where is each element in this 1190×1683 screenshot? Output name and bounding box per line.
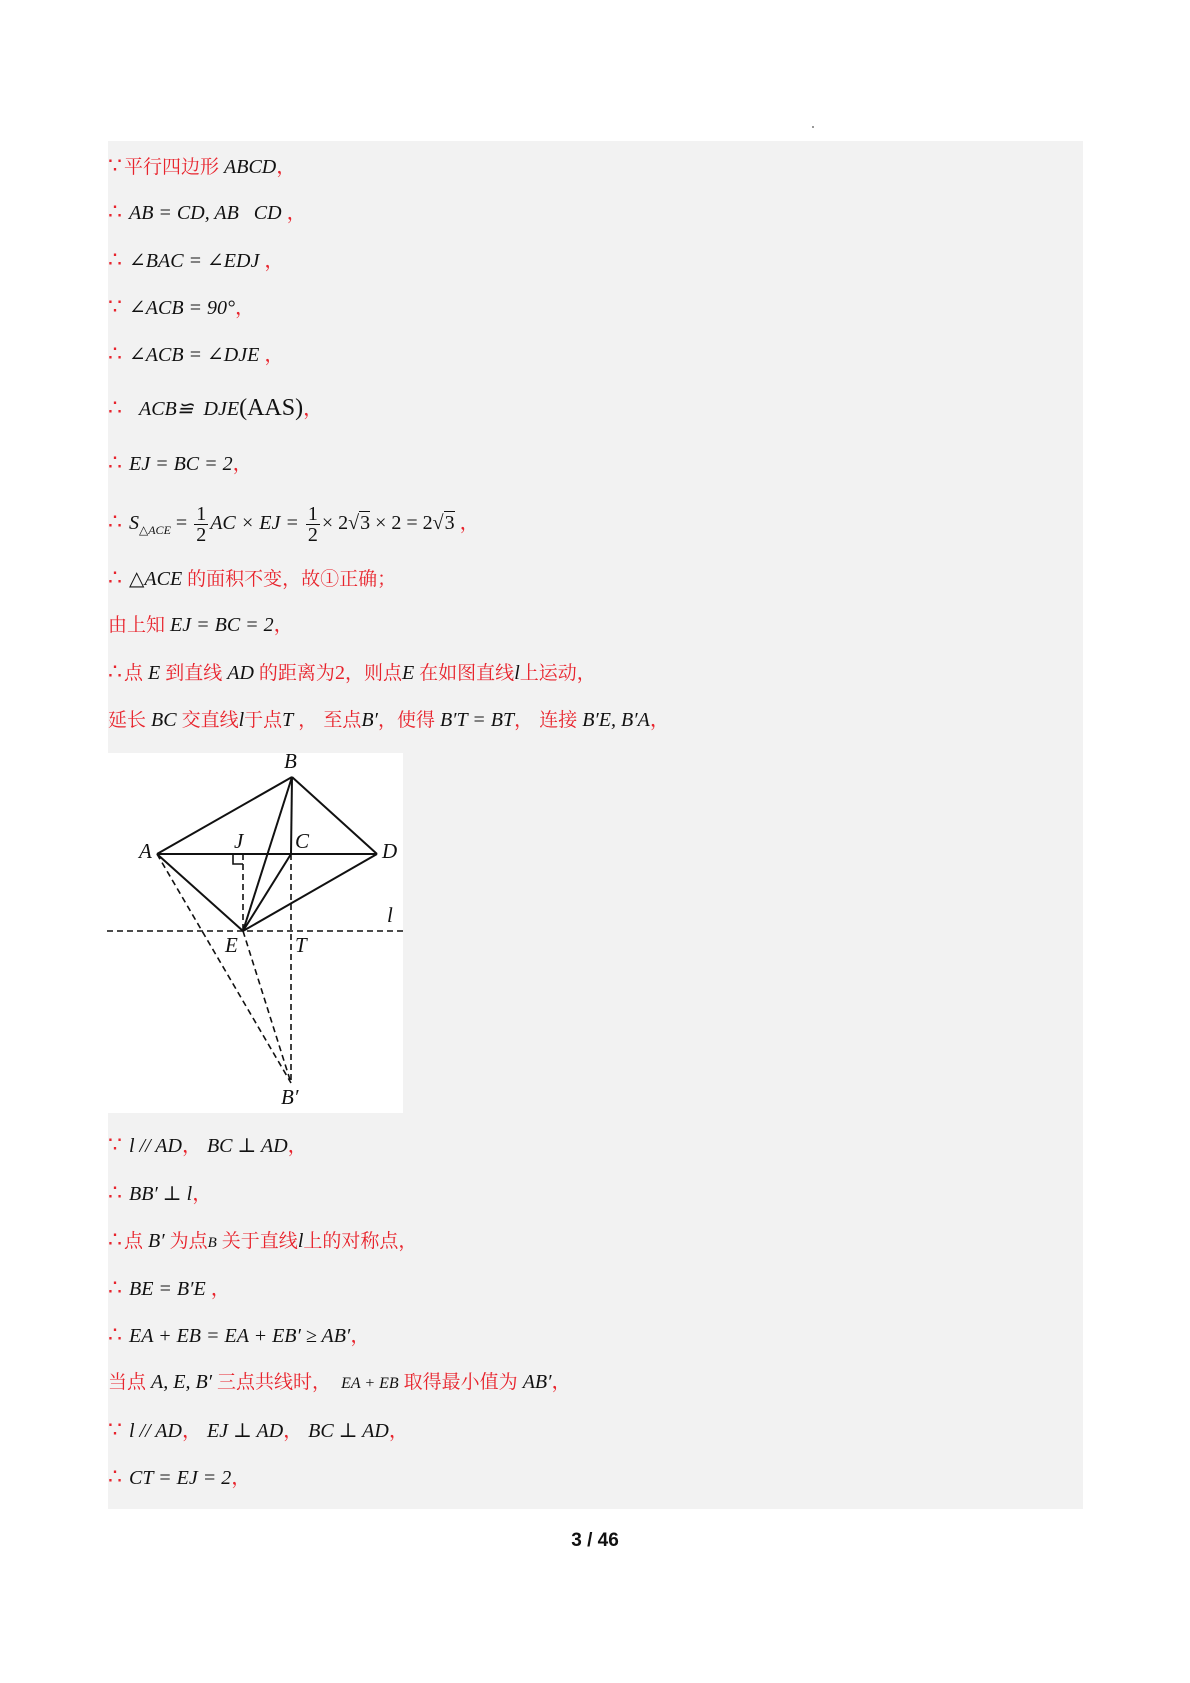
math: l xyxy=(238,709,245,731)
stray-mark xyxy=(812,126,814,128)
text: 由上知 xyxy=(108,614,166,636)
punct: ， xyxy=(286,202,307,224)
therefore-symbol: ∴ xyxy=(108,199,122,224)
punct: ， xyxy=(551,1371,572,1393)
math: B xyxy=(207,1235,217,1251)
solution-line-6 xyxy=(108,392,323,424)
math: BC xyxy=(151,709,177,731)
punct: ， xyxy=(210,1278,231,1300)
punct: ， xyxy=(649,709,670,731)
solution-line-12 xyxy=(108,704,670,736)
punct: ， xyxy=(232,453,253,475)
punct: ， xyxy=(303,398,324,420)
because-symbol: ∵ xyxy=(108,1132,122,1157)
text: 交直线 xyxy=(181,709,239,731)
math: CD xyxy=(253,202,282,224)
math: EJ ⊥ AD xyxy=(206,1420,284,1442)
therefore-symbol: ∴ xyxy=(108,1464,122,1489)
text: 延长 xyxy=(108,709,147,731)
denominator: 2 xyxy=(307,523,318,546)
text: 在如图直线 xyxy=(419,662,515,684)
text: ， 连接 xyxy=(514,709,578,731)
label-T: T xyxy=(295,933,307,957)
punct: ， xyxy=(287,1135,308,1157)
math: A, E, B′ xyxy=(151,1371,213,1393)
math: EJ = BC = 2 xyxy=(170,614,274,636)
punct: ， xyxy=(181,1135,202,1157)
solution-line-1 xyxy=(108,150,296,182)
math: AD xyxy=(227,662,254,684)
math: ABCD xyxy=(224,156,277,178)
punct: ， xyxy=(350,1325,371,1347)
text: 当点 xyxy=(108,1371,147,1393)
math: = xyxy=(170,512,193,534)
therefore-symbol: ∴ xyxy=(108,1227,122,1252)
math: E xyxy=(148,662,161,684)
punct: ， xyxy=(192,1183,213,1205)
math: ∠ACB = 90° xyxy=(129,297,236,319)
label-B-prime: B′ xyxy=(281,1085,299,1109)
sqrt-sign: √ xyxy=(348,512,360,534)
math: B′T = BT xyxy=(439,709,515,731)
math: B′ xyxy=(148,1230,165,1252)
therefore-symbol: ∴ xyxy=(108,1322,122,1347)
therefore-symbol: ∴ xyxy=(108,565,122,590)
numerator: 1 xyxy=(307,502,318,525)
text: 于点 xyxy=(244,709,283,731)
page-number: 3 / 46 xyxy=(571,1530,619,1551)
math: 3 xyxy=(360,512,371,534)
math-subscript: △ACE xyxy=(139,523,171,537)
punct: ， xyxy=(264,344,285,366)
text: 的面积不变，故①正确； xyxy=(187,568,397,590)
number: 2 xyxy=(334,662,345,684)
text: 关于直线 xyxy=(221,1230,298,1252)
math: 3 xyxy=(444,512,455,534)
because-symbol: ∵ xyxy=(108,1417,122,1442)
text: 的距离为 xyxy=(258,662,335,684)
punct: ， xyxy=(283,1420,304,1442)
math: AC × EJ = xyxy=(210,512,304,534)
punct: ， xyxy=(273,614,294,636)
label-D: D xyxy=(382,839,398,863)
math: BC ⊥ AD xyxy=(308,1420,389,1442)
math: AB′ xyxy=(522,1371,552,1393)
text: 取得最小值为 xyxy=(403,1371,518,1393)
therefore-symbol: ∴ xyxy=(108,509,122,534)
solution-line-19 xyxy=(108,1414,409,1446)
math: (AAS) xyxy=(239,395,304,421)
math: DJE xyxy=(203,398,240,420)
solution-line-11 xyxy=(108,656,596,688)
text: 点 xyxy=(124,662,144,684)
math: S xyxy=(129,512,139,534)
solution-line-3 xyxy=(108,244,284,276)
text: 上的对称点， xyxy=(303,1230,418,1252)
text: 上运动， xyxy=(519,662,596,684)
therefore-symbol: ∴ xyxy=(108,659,122,684)
punct: ， xyxy=(231,1467,252,1489)
math: B′E, B′A xyxy=(582,709,650,731)
math: BC ⊥ AD xyxy=(206,1135,288,1157)
math: CT = EJ = 2 xyxy=(129,1467,232,1489)
math: B′ xyxy=(361,709,378,731)
solution-line-9 xyxy=(108,562,396,594)
math: ACB≌ xyxy=(139,398,194,420)
therefore-symbol: ∴ xyxy=(108,247,122,272)
solution-line-2 xyxy=(108,196,307,228)
solution-line-8-area-formula xyxy=(108,500,480,544)
text: ， 至点 xyxy=(298,709,362,731)
math: BE = B′E xyxy=(129,1278,206,1300)
math: BB′ ⊥ l xyxy=(129,1183,193,1205)
math: l // AD xyxy=(129,1420,182,1442)
punct: ， xyxy=(276,156,297,178)
math: l xyxy=(297,1230,304,1252)
text: 点 xyxy=(124,1230,144,1252)
label-C: C xyxy=(295,829,310,853)
because-symbol: ∵ xyxy=(108,153,122,178)
fraction xyxy=(306,504,320,545)
math: l xyxy=(514,662,520,684)
math: EA + EB = EA + EB′ ≥ AB′ xyxy=(129,1325,351,1347)
geometry-diagram xyxy=(107,749,403,1113)
math: AB = CD, AB xyxy=(129,202,239,224)
solution-line-13 xyxy=(108,1129,308,1161)
denominator: 2 xyxy=(196,523,207,546)
punct: ， xyxy=(388,1420,409,1442)
text: ，则点 xyxy=(344,662,402,684)
punct: ， xyxy=(264,250,285,272)
solution-line-14 xyxy=(108,1177,212,1209)
therefore-symbol: ∴ xyxy=(108,341,122,366)
text: ，使得 xyxy=(377,709,435,731)
solution-line-5 xyxy=(108,338,284,370)
because-symbol: ∵ xyxy=(108,294,122,319)
text: 三点共线时， xyxy=(217,1371,332,1393)
text: 为点 xyxy=(169,1230,208,1252)
solution-line-15 xyxy=(108,1224,417,1256)
math: l // AD xyxy=(129,1135,182,1157)
therefore-symbol: ∴ xyxy=(108,1180,122,1205)
label-l: l xyxy=(387,903,393,927)
solution-line-18 xyxy=(108,1366,572,1398)
solution-line-10 xyxy=(108,609,294,641)
numerator: 1 xyxy=(196,502,207,525)
therefore-symbol: ∴ xyxy=(108,450,122,475)
punct: ， xyxy=(181,1420,202,1442)
solution-line-4 xyxy=(108,291,255,323)
math: ∠BAC = ∠EDJ xyxy=(129,250,260,272)
therefore-symbol: ∴ xyxy=(108,1275,122,1300)
label-J: J xyxy=(234,829,244,853)
solution-line-16 xyxy=(108,1272,231,1304)
label-A: A xyxy=(139,839,152,863)
math: E xyxy=(401,662,415,684)
label-B: B xyxy=(284,749,297,773)
math: EA + EB xyxy=(341,1375,399,1392)
solution-line-20 xyxy=(108,1461,251,1493)
text: 平行四边形 xyxy=(124,156,220,178)
sqrt-sign: √ xyxy=(432,512,444,534)
text: 到直线 xyxy=(165,662,223,684)
solution-line-17 xyxy=(108,1319,370,1351)
solution-line-7 xyxy=(108,447,253,479)
math: × 2 = 2 xyxy=(370,512,433,534)
fraction xyxy=(194,504,208,545)
math: △ACE xyxy=(129,568,183,590)
diagram-lines xyxy=(107,753,403,1113)
math: ∠ACB = ∠DJE xyxy=(129,344,260,366)
math: T xyxy=(282,709,294,731)
math: × 2 xyxy=(321,512,349,534)
label-E: E xyxy=(225,933,238,957)
math: EJ = BC = 2 xyxy=(129,453,233,475)
therefore-symbol: ∴ xyxy=(108,395,122,420)
punct: ， xyxy=(459,512,480,534)
punct: ， xyxy=(235,297,256,319)
